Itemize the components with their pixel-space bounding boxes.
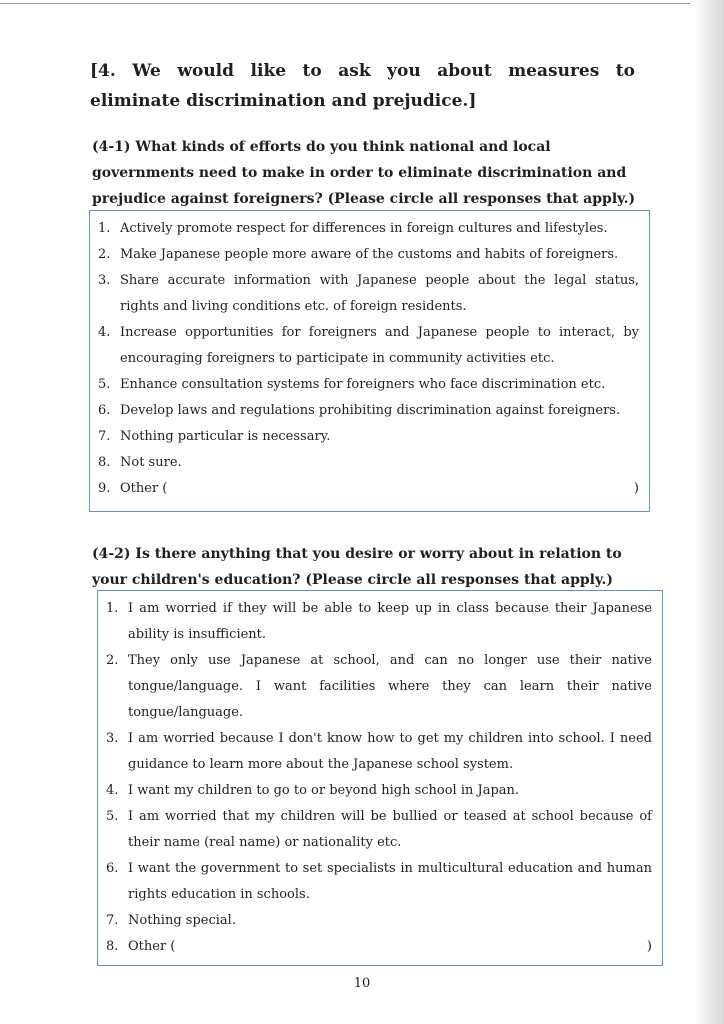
option-text: I want the government to set specialists in multicultural education and human rights education in schools. [128, 861, 652, 902]
option-number: 6. [106, 861, 119, 876]
other-label: Other ( [120, 481, 168, 496]
option-text: I am worried that my children will be bullied or teased at school because of their name (real name) or nationality etc. [128, 809, 652, 850]
option-text: Enhance consultation systems for foreigners who face discrimination etc. [120, 377, 606, 392]
option-number: 1. [98, 221, 111, 236]
option-number: 5. [106, 809, 119, 824]
option-number: 4. [98, 325, 111, 340]
other-field[interactable] [120, 476, 639, 502]
question-4-1-instruction: (Please circle all responses that apply.) [327, 191, 636, 207]
page-number: 10 [353, 976, 371, 991]
option-4-2-1[interactable] [106, 596, 652, 648]
option-4-2-other[interactable] [106, 934, 652, 960]
option-text: Develop laws and regulations prohibiting discrimination against foreigners. [120, 403, 621, 418]
option-number: 2. [98, 247, 111, 262]
option-4-2-6[interactable] [106, 856, 652, 908]
option-text: Nothing special. [128, 913, 236, 928]
option-number: 3. [106, 731, 119, 746]
option-number: 9. [98, 481, 111, 496]
option-4-1-4[interactable] [98, 320, 639, 372]
option-4-1-1[interactable] [98, 216, 639, 242]
option-text: Actively promote respect for differences in foreign cultures and lifestyles. [120, 221, 608, 236]
section-heading: [4. We would like to ask you about measures to eliminate discrimination and prejudice.] [90, 61, 635, 111]
option-4-1-3[interactable] [98, 268, 639, 320]
option-4-2-7[interactable] [106, 908, 652, 934]
question-4-2-instruction: (Please circle all responses that apply.) [305, 572, 613, 588]
option-4-1-5[interactable] [98, 372, 639, 398]
option-number: 8. [98, 455, 111, 470]
option-number: 4. [106, 783, 119, 798]
answer-box-4-2 [97, 590, 663, 966]
answer-box-4-1 [89, 210, 650, 512]
option-text: They only use Japanese at school, and can no longer use their native tongue/language. I want facilities where they can learn their native tongue/language. [128, 653, 652, 720]
option-text: Not sure. [120, 455, 182, 470]
question-4-2 [92, 541, 640, 593]
option-4-2-2[interactable] [106, 648, 652, 726]
option-number: 7. [106, 913, 119, 928]
option-text: Share accurate information with Japanese people about the legal status, rights and living conditions etc. of foreign residents. [120, 273, 639, 314]
option-4-1-6[interactable] [98, 398, 639, 424]
question-4-2-text: (4-2) Is there anything that you desire or worry about in relation to your children's education? [92, 546, 622, 588]
option-number: 1. [106, 601, 119, 616]
other-label: Other ( [128, 939, 176, 954]
option-4-2-3[interactable] [106, 726, 652, 778]
option-text: Make Japanese people more aware of the customs and habits of foreigners. [120, 247, 619, 262]
option-number: 8. [106, 939, 119, 954]
top-rule [0, 3, 690, 4]
option-number: 5. [98, 377, 111, 392]
option-number: 3. [98, 273, 111, 288]
option-4-1-8[interactable] [98, 450, 639, 476]
option-4-2-4[interactable] [106, 778, 652, 804]
option-text: Nothing particular is necessary. [120, 429, 331, 444]
option-text: I want my children to go to or beyond high school in Japan. [128, 783, 520, 798]
page-edge-shadow [694, 0, 724, 1024]
other-field[interactable] [128, 934, 652, 960]
option-number: 6. [98, 403, 111, 418]
option-number: 7. [98, 429, 111, 444]
option-4-1-7[interactable] [98, 424, 639, 450]
option-number: 2. [106, 653, 119, 668]
other-close-paren: ) [633, 481, 639, 496]
option-text: Increase opportunities for foreigners and Japanese people to interact, by encouraging foreigners to participate in community activities etc. [120, 325, 639, 366]
question-4-1-text: (4-1) What kinds of efforts do you think national and local governments need to make in order to eliminate discrimination and prejudice against foreigners? [92, 139, 627, 207]
other-close-paren: ) [646, 939, 652, 954]
option-4-2-5[interactable] [106, 804, 652, 856]
option-text: I am worried if they will be able to keep up in class because their Japanese ability is insufficient. [128, 601, 652, 642]
question-4-1 [92, 134, 640, 212]
option-4-1-2[interactable] [98, 242, 639, 268]
option-4-1-other[interactable] [98, 476, 639, 502]
option-text: I am worried because I don't know how to get my children into school. I need guidance to learn more about the Japanese school system. [128, 731, 652, 772]
